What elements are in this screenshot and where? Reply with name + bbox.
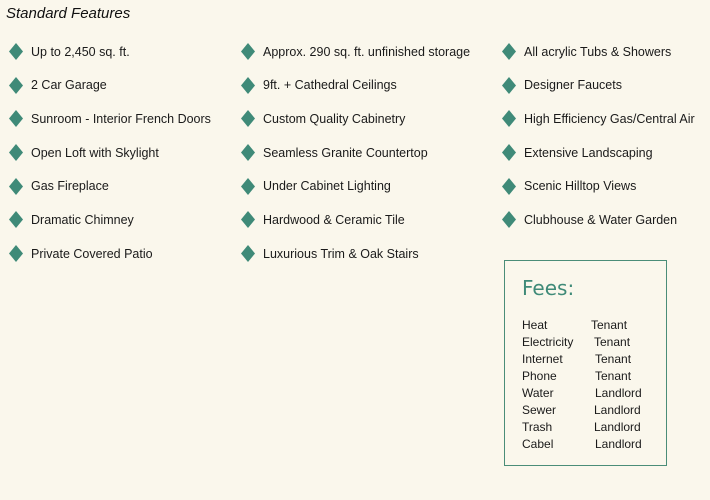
- diamond-bullet-icon: [502, 110, 516, 127]
- feature-label: 9ft. + Cathedral Ceilings: [263, 78, 397, 93]
- diamond-bullet-icon: [241, 110, 255, 127]
- features-column-2: [241, 43, 470, 279]
- fee-payer: Tenant: [595, 369, 632, 383]
- fee-row: [522, 351, 662, 368]
- fee-item: Heat: [522, 318, 548, 332]
- fee-row: [522, 436, 662, 453]
- fee-item: Electricity: [522, 335, 574, 349]
- fee-payer: Tenant: [594, 335, 631, 349]
- diamond-bullet-icon: [502, 144, 516, 161]
- feature-item: [9, 245, 211, 262]
- fee-item: Phone: [522, 369, 557, 383]
- feature-item: [241, 178, 470, 195]
- feature-item: [502, 43, 695, 60]
- feature-label: Custom Quality Cabinetry: [263, 111, 406, 126]
- feature-item: [241, 211, 470, 228]
- fee-item: Water: [522, 386, 554, 400]
- feature-item: [502, 178, 695, 195]
- feature-label: Open Loft with Skylight: [31, 145, 159, 160]
- diamond-bullet-icon: [9, 144, 23, 161]
- fee-row: [522, 402, 662, 419]
- fees-box: [504, 260, 667, 466]
- fee-item: Sewer: [522, 403, 557, 417]
- diamond-bullet-icon: [241, 43, 255, 60]
- fee-row: [522, 385, 662, 402]
- feature-label: Seamless Granite Countertop: [263, 145, 428, 160]
- fee-item: Cabel: [522, 437, 554, 451]
- feature-label: High Efficiency Gas/Central Air: [524, 111, 695, 126]
- fee-item: Trash: [522, 420, 553, 434]
- feature-item: [9, 77, 211, 94]
- fee-item: Internet: [522, 352, 563, 366]
- diamond-bullet-icon: [9, 77, 23, 94]
- feature-label: All acrylic Tubs & Showers: [524, 44, 672, 59]
- feature-label: Extensive Landscaping: [524, 145, 653, 160]
- diamond-bullet-icon: [241, 77, 255, 94]
- feature-item: [241, 77, 470, 94]
- feature-item: [502, 77, 695, 94]
- fee-payer: Landlord: [594, 403, 641, 417]
- feature-item: [241, 144, 470, 161]
- feature-item: [9, 211, 211, 228]
- diamond-bullet-icon: [9, 245, 23, 262]
- feature-label: Gas Fireplace: [31, 179, 109, 194]
- feature-label: Under Cabinet Lighting: [263, 179, 391, 194]
- feature-item: [502, 110, 695, 127]
- fees-table: [522, 317, 662, 453]
- diamond-bullet-icon: [241, 211, 255, 228]
- diamond-bullet-icon: [241, 178, 255, 195]
- diamond-bullet-icon: [502, 43, 516, 60]
- page-title: Standard Features: [6, 5, 131, 22]
- feature-label: Approx. 290 sq. ft. unfinished storage: [263, 44, 471, 59]
- feature-label: Dramatic Chimney: [31, 212, 134, 227]
- feature-item: [9, 110, 211, 127]
- fee-payer: Tenant: [595, 352, 632, 366]
- feature-label: Up to 2,450 sq. ft.: [31, 44, 130, 59]
- diamond-bullet-icon: [502, 178, 516, 195]
- feature-label: Private Covered Patio: [31, 246, 153, 261]
- fee-payer: Landlord: [595, 386, 642, 400]
- feature-item: [502, 144, 695, 161]
- features-column-3: [502, 43, 695, 245]
- feature-item: [9, 144, 211, 161]
- diamond-bullet-icon: [502, 77, 516, 94]
- diamond-bullet-icon: [9, 43, 23, 60]
- diamond-bullet-icon: [9, 178, 23, 195]
- fee-payer: Landlord: [595, 437, 642, 451]
- feature-label: Sunroom - Interior French Doors: [31, 111, 211, 126]
- diamond-bullet-icon: [241, 144, 255, 161]
- diamond-bullet-icon: [9, 110, 23, 127]
- feature-item: [241, 245, 470, 262]
- feature-item: [9, 178, 211, 195]
- feature-item: [241, 43, 470, 60]
- feature-label: Designer Faucets: [524, 78, 622, 93]
- fees-title: Fees:: [522, 276, 575, 300]
- feature-item: [9, 43, 211, 60]
- features-column-1: [9, 43, 211, 279]
- fee-payer: Tenant: [591, 318, 628, 332]
- feature-label: Clubhouse & Water Garden: [524, 212, 678, 227]
- fee-payer: Landlord: [594, 420, 641, 434]
- feature-label: 2 Car Garage: [31, 78, 107, 93]
- fee-row: [522, 334, 662, 351]
- feature-item: [241, 110, 470, 127]
- feature-label: Hardwood & Ceramic Tile: [263, 212, 405, 227]
- feature-label: Luxurious Trim & Oak Stairs: [263, 246, 419, 261]
- fee-row: [522, 317, 662, 334]
- fee-row: [522, 368, 662, 385]
- diamond-bullet-icon: [502, 211, 516, 228]
- diamond-bullet-icon: [241, 245, 255, 262]
- diamond-bullet-icon: [9, 211, 23, 228]
- feature-label: Scenic Hilltop Views: [524, 179, 637, 194]
- fee-row: [522, 419, 662, 436]
- feature-item: [502, 211, 695, 228]
